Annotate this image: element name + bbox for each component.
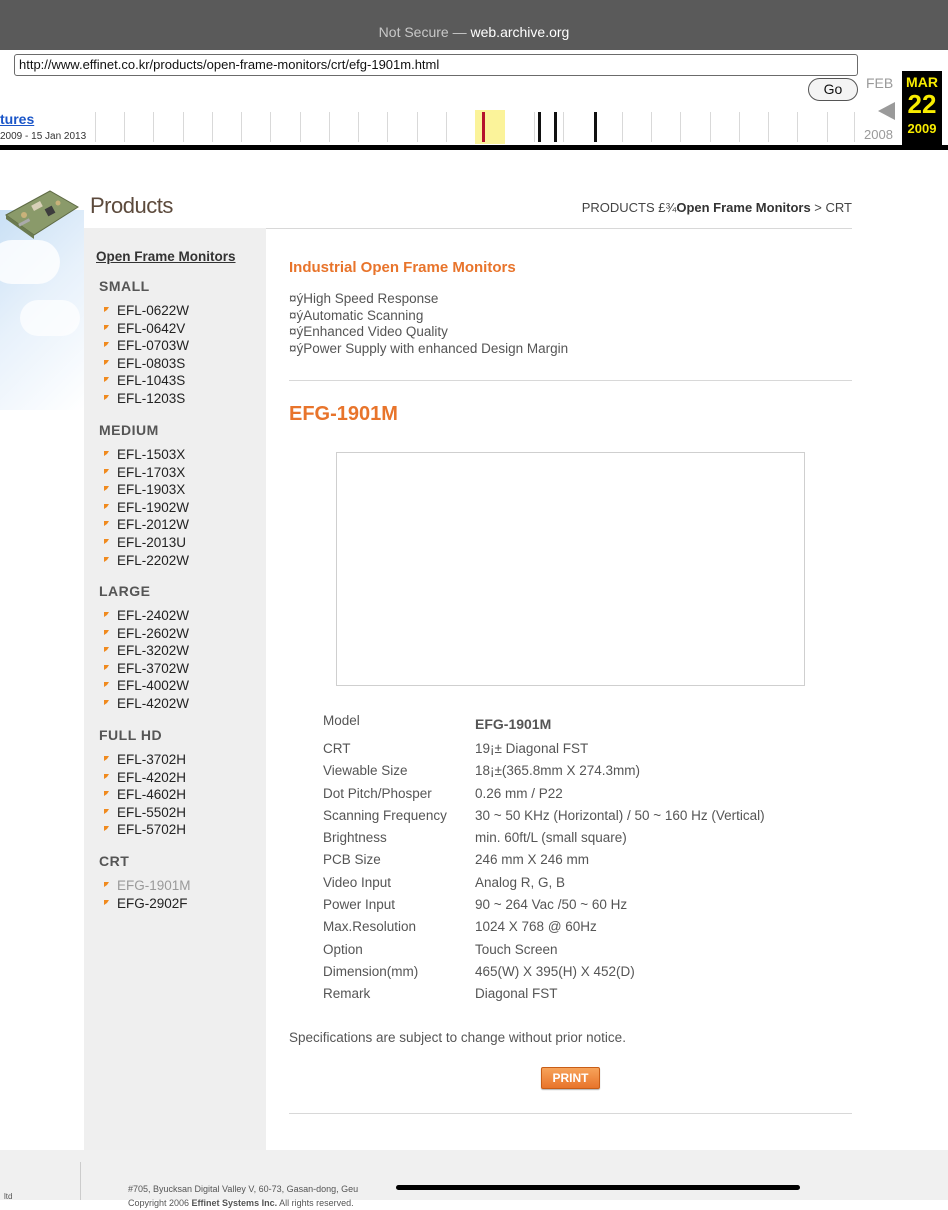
footer — [0, 1150, 948, 1208]
sidebar-item[interactable]: EFL-5702H — [99, 821, 186, 839]
sidebar-item[interactable]: EFL-1203S — [99, 390, 189, 408]
feature-item: ¤ýAutomatic Scanning — [289, 307, 424, 323]
feature-item: ¤ýPower Supply with enhanced Design Margin — [289, 340, 569, 356]
content-divider — [289, 380, 852, 381]
spec-key: Dot Pitch/Phosper — [323, 785, 432, 801]
sidebar-group-title: SMALL — [99, 278, 150, 294]
breadcrumb-prefix: PRODUCTS £¾ — [581, 200, 677, 215]
spec-value: EFG-1901M — [475, 716, 552, 732]
spec-table — [323, 710, 765, 1006]
timeline-tick — [95, 112, 96, 142]
captures-link[interactable]: tures — [0, 111, 35, 127]
timeline-tick — [124, 112, 125, 142]
sidebar-group-small — [99, 278, 189, 408]
timeline-capture-current[interactable] — [482, 112, 485, 142]
timeline-tick — [651, 112, 652, 142]
sidebar-item[interactable]: EFL-1903X — [99, 481, 189, 499]
footer-address: #705, Byucksan Digital Valley V, 60-73, Gasan-dong, Geu — [128, 1184, 359, 1194]
capture-range: 2009 - 15 Jan 2013 — [0, 131, 87, 142]
host-label: web.archive.org — [470, 24, 570, 40]
feature-item: ¤ýEnhanced Video Quality — [289, 324, 448, 339]
sidebar-item[interactable]: EFL-4602H — [99, 786, 186, 804]
category-heading: Industrial Open Frame Monitors — [289, 259, 516, 276]
product-image — [336, 452, 805, 686]
timeline-current-year[interactable] — [475, 110, 505, 144]
sidebar — [84, 228, 266, 1150]
sidebar-item[interactable]: EFL-0703W — [99, 337, 189, 355]
footer-copyright — [128, 1196, 358, 1210]
spec-row — [323, 939, 765, 961]
spec-value: Analog R, G, B — [475, 874, 566, 890]
sidebar-item[interactable]: EFL-0803S — [99, 355, 189, 373]
timeline-tick — [680, 112, 681, 142]
sidebar-group-title: LARGE — [99, 583, 151, 599]
timeline-tick — [417, 112, 418, 142]
spec-value: 18¡±(365.8mm X 274.3mm) — [475, 763, 640, 779]
spec-value: 0.26 mm / P22 — [475, 785, 563, 801]
spec-row — [323, 738, 765, 760]
circuit-board-icon — [2, 185, 80, 240]
spec-row — [323, 916, 765, 938]
sidebar-item[interactable]: EFL-3702H — [99, 751, 186, 769]
spec-key: Option — [323, 941, 363, 957]
print-button[interactable]: PRINT — [541, 1067, 600, 1089]
current-year: 2009 — [907, 121, 937, 136]
sidebar-item[interactable]: EFL-1503X — [99, 446, 189, 464]
current-month: MAR — [906, 74, 938, 90]
spec-key: Video Input — [323, 874, 392, 890]
sidebar-group-large — [99, 583, 189, 713]
spec-value: 30 ~ 50 KHz (Horizontal) / 50 ~ 160 Hz (Vertical) — [475, 807, 765, 823]
sidebar-item[interactable]: EFL-1703X — [99, 464, 189, 482]
sidebar-group-crt — [99, 853, 191, 912]
sidebar-item[interactable]: EFL-3202W — [99, 642, 189, 660]
spec-key: Power Input — [323, 897, 396, 913]
spec-notice: Specifications are subject to change without prior notice. — [289, 1030, 626, 1045]
spec-row — [323, 805, 765, 827]
timeline-tick — [768, 112, 769, 142]
spec-key: Dimension(mm) — [323, 963, 419, 979]
wayback-toolbar — [0, 50, 948, 150]
capture-timeline[interactable] — [95, 110, 855, 144]
timeline-tick — [563, 112, 564, 142]
sidebar-item[interactable]: EFG-2902F — [99, 895, 191, 913]
timeline-tick — [358, 112, 359, 142]
sidebar-item[interactable]: EFL-4202W — [99, 695, 189, 713]
timeline-tick — [183, 112, 184, 142]
sidebar-group-title: CRT — [99, 853, 130, 869]
timeline-capture[interactable] — [554, 112, 557, 142]
sidebar-item[interactable]: EFL-2402W — [99, 607, 189, 625]
feature-list — [289, 291, 568, 357]
spec-value: 1024 X 768 @ 60Hz — [475, 919, 597, 935]
spec-row — [323, 983, 765, 1005]
sidebar-item-active[interactable]: EFG-1901M — [99, 877, 191, 895]
timeline-tick — [827, 112, 828, 142]
timeline-tick — [797, 112, 798, 142]
sidebar-group-title: FULL HD — [99, 727, 163, 743]
footer-separator — [80, 1162, 81, 1200]
spec-row — [323, 872, 765, 894]
sidebar-item[interactable]: EFL-3702W — [99, 660, 189, 678]
go-button[interactable]: Go — [808, 78, 858, 101]
home-indicator[interactable] — [396, 1185, 800, 1190]
prev-year-link[interactable]: 2008 — [864, 127, 893, 142]
sidebar-title[interactable]: Open Frame Monitors — [96, 249, 236, 264]
sidebar-item[interactable]: EFL-1043S — [99, 372, 189, 390]
sidebar-item[interactable]: EFL-5502H — [99, 804, 186, 822]
spec-row — [323, 961, 765, 983]
wayback-url-input[interactable]: http://www.effinet.co.kr/products/open-frame-monitors/crt/efg-1901m.html — [14, 54, 858, 76]
spec-value: 465(W) X 395(H) X 452(D) — [475, 963, 635, 979]
section-title: Products — [90, 193, 173, 218]
prev-capture-arrow-icon[interactable] — [878, 102, 895, 120]
spec-key: Max.Resolution — [323, 919, 417, 935]
sidebar-item[interactable]: EFL-2013U — [99, 534, 189, 552]
sidebar-group-medium — [99, 422, 189, 569]
spec-row — [323, 827, 765, 849]
content-divider-bottom — [289, 1113, 852, 1114]
spec-key: Scanning Frequency — [323, 807, 447, 823]
toolbar-divider — [0, 145, 948, 150]
spec-key: Viewable Size — [323, 763, 408, 779]
spec-row — [323, 849, 765, 871]
feature-item: ¤ýHigh Speed Response — [289, 291, 439, 306]
timeline-capture[interactable] — [538, 112, 541, 142]
spec-key: Remark — [323, 986, 371, 1002]
spec-key: Model — [323, 713, 360, 728]
spec-row — [323, 710, 765, 738]
timeline-tick — [300, 112, 301, 142]
timeline-tick — [446, 112, 447, 142]
timeline-tick — [153, 112, 154, 142]
sidebar-group-full-hd — [99, 727, 186, 839]
prev-month-link[interactable]: FEB — [866, 75, 894, 91]
copyright-company: Effinet Systems Inc. — [191, 1198, 278, 1208]
sidebar-item[interactable]: EFL-4202H — [99, 769, 186, 787]
timeline-tick — [270, 112, 271, 142]
sidebar-item[interactable]: EFL-0642V — [99, 320, 189, 338]
spec-value: Diagonal FST — [475, 986, 558, 1002]
spec-value: min. 60ft/L (small square) — [475, 830, 627, 846]
spec-key: Brightness — [323, 830, 387, 846]
copyright-suffix: All rights reserved. — [277, 1198, 354, 1208]
timeline-tick — [212, 112, 213, 142]
sidebar-item[interactable]: EFL-2012W — [99, 516, 189, 534]
timeline-tick — [710, 112, 711, 142]
sidebar-item[interactable]: EFL-4002W — [99, 677, 189, 695]
timeline-tick — [534, 112, 535, 142]
sidebar-item[interactable]: EFL-2202W — [99, 552, 189, 570]
spec-key: CRT — [323, 741, 351, 756]
breadcrumb-link-open-frame[interactable]: Open Frame Monitors — [676, 200, 811, 215]
footer-logo: ltd — [4, 1192, 13, 1201]
spec-value: 90 ~ 264 Vac /50 ~ 60 Hz — [475, 897, 628, 913]
timeline-tick — [241, 112, 242, 142]
spec-row — [323, 783, 765, 805]
timeline-tick — [622, 112, 623, 142]
timeline-tick — [329, 112, 330, 142]
timeline-tick — [387, 112, 388, 142]
footer-text — [128, 1182, 358, 1210]
spec-value: 19¡± Diagonal FST — [475, 741, 589, 756]
security-label: Not Secure — — [378, 24, 467, 40]
spec-row — [323, 894, 765, 916]
header-divider — [266, 228, 852, 229]
spec-key: PCB Size — [323, 852, 381, 868]
sidebar-item[interactable]: EFL-0622W — [99, 302, 189, 320]
timeline-capture[interactable] — [594, 112, 597, 142]
model-title: EFG-1901M — [289, 403, 398, 425]
breadcrumb — [582, 200, 852, 215]
breadcrumb-current: > CRT — [810, 200, 852, 215]
current-day: 22 — [907, 89, 937, 119]
timeline-tick — [739, 112, 740, 142]
current-capture-date — [902, 71, 942, 145]
spec-value: 246 mm X 246 mm — [475, 852, 590, 868]
sidebar-item[interactable]: EFL-1902W — [99, 499, 189, 517]
sidebar-item[interactable]: EFL-2602W — [99, 625, 189, 643]
spec-row — [323, 760, 765, 782]
timeline-tick — [854, 112, 855, 142]
sky-decoration — [0, 210, 84, 410]
spec-value: Touch Screen — [475, 941, 558, 957]
copyright-prefix: Copyright 2006 — [128, 1198, 192, 1208]
sidebar-group-title: MEDIUM — [99, 422, 159, 438]
